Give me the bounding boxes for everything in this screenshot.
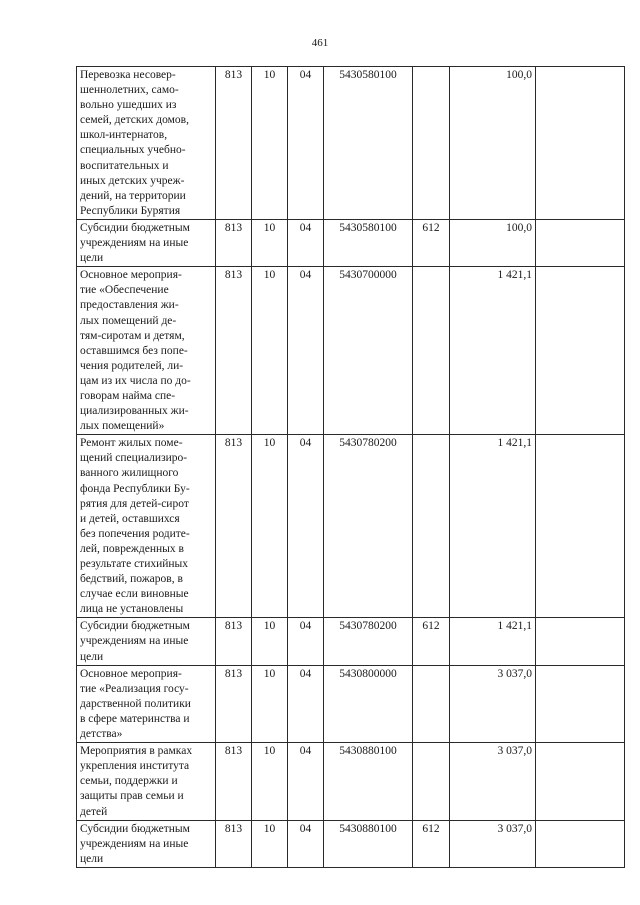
- subsection-code-cell: 04: [288, 67, 324, 220]
- row-name-line: и детей, оставшихся: [80, 512, 180, 525]
- table-row: [77, 618, 625, 665]
- section-code-cell: 10: [252, 618, 288, 665]
- row-name-cell: [77, 618, 216, 665]
- row-name-line: Субсидии бюджетным: [80, 822, 190, 835]
- row-name-line: лей, поврежденных в: [80, 542, 184, 555]
- amount-cell: 1 421,1: [450, 267, 536, 435]
- row-name-line: вольно ушедших из: [80, 99, 177, 112]
- subsection-code-cell: 04: [288, 743, 324, 820]
- amount-cell: 3 037,0: [450, 820, 536, 867]
- table-row: [77, 743, 625, 820]
- row-name-line: Субсидии бюджетным: [80, 620, 190, 633]
- section-code-cell: 10: [252, 219, 288, 266]
- expense-type-cell: [413, 267, 450, 435]
- ministry-code-cell: 813: [216, 67, 252, 220]
- row-name-line: семьи, поддержки и: [80, 775, 178, 788]
- row-name-line: воспитательных и: [80, 159, 169, 172]
- extra-cell: [536, 820, 625, 867]
- row-name-cell: [77, 435, 216, 618]
- extra-cell: [536, 67, 625, 220]
- amount-cell: 3 037,0: [450, 743, 536, 820]
- row-name-line: Республики Бурятия: [80, 204, 181, 217]
- row-name-line: детства»: [80, 728, 123, 741]
- row-name-line: щений специализиро-: [80, 452, 188, 465]
- table-row: [77, 665, 625, 742]
- extra-cell: [536, 665, 625, 742]
- ministry-code-cell: 813: [216, 267, 252, 435]
- target-article-cell: 5430780200: [324, 618, 413, 665]
- subsection-code-cell: 04: [288, 618, 324, 665]
- ministry-code-cell: 813: [216, 219, 252, 266]
- row-name-line: оставшимся без попе-: [80, 344, 188, 357]
- row-name-line: без попечения родите-: [80, 527, 190, 540]
- row-name-line: лых помещений де-: [80, 314, 177, 327]
- budget-table: [76, 66, 625, 868]
- expense-type-cell: 612: [413, 820, 450, 867]
- row-name-line: предоставления жи-: [80, 299, 179, 312]
- row-name-line: специальных учебно-: [80, 144, 186, 157]
- row-name-line: ванного жилищного: [80, 467, 179, 480]
- ministry-code-cell: 813: [216, 743, 252, 820]
- section-code-cell: 10: [252, 665, 288, 742]
- row-name-line: тие «Реализация госу-: [80, 682, 189, 695]
- amount-cell: 100,0: [450, 67, 536, 220]
- row-name-cell: [77, 820, 216, 867]
- target-article-cell: 5430880100: [324, 743, 413, 820]
- target-article-cell: 5430800000: [324, 665, 413, 742]
- subsection-code-cell: 04: [288, 820, 324, 867]
- row-name-cell: [77, 67, 216, 220]
- expense-type-cell: [413, 665, 450, 742]
- row-name-line: цам из их числа по до-: [80, 374, 191, 387]
- row-name-line: учреждениям на иные: [80, 635, 189, 648]
- row-name-line: учреждениям на иные: [80, 837, 189, 850]
- expense-type-cell: [413, 435, 450, 618]
- row-name-line: результате стихийных: [80, 558, 189, 570]
- row-name-line: Субсидии бюджетным: [80, 221, 190, 234]
- row-name-line: Основное мероприя-: [80, 269, 182, 282]
- row-name-line: цели: [80, 650, 104, 663]
- row-name-line: дений, на территории: [80, 189, 186, 202]
- row-name-cell: [77, 743, 216, 820]
- row-name-line: тие «Обеспечение: [80, 284, 169, 297]
- section-code-cell: 10: [252, 820, 288, 867]
- row-name-line: рятия для детей-сирот: [80, 497, 189, 510]
- table-row: [77, 435, 625, 618]
- ministry-code-cell: 813: [216, 665, 252, 742]
- section-code-cell: 10: [252, 267, 288, 435]
- row-name-line: иных детских учреж-: [80, 174, 185, 187]
- row-name-line: Мероприятия в рамках: [80, 745, 193, 758]
- subsection-code-cell: 04: [288, 435, 324, 618]
- row-name-line: лых помещений»: [80, 420, 165, 433]
- extra-cell: [536, 435, 625, 618]
- extra-cell: [536, 618, 625, 665]
- row-name-cell: [77, 267, 216, 435]
- row-name-line: шеннолетних, само-: [80, 84, 179, 97]
- row-name-line: Перевозка несовер-: [80, 69, 176, 81]
- target-article-cell: 5430780200: [324, 435, 413, 618]
- extra-cell: [536, 267, 625, 435]
- subsection-code-cell: 04: [288, 219, 324, 266]
- section-code-cell: 10: [252, 67, 288, 220]
- table-row: [77, 67, 625, 220]
- row-name-line: тям-сиротам и детям,: [80, 329, 185, 342]
- amount-cell: 1 421,1: [450, 435, 536, 618]
- row-name-line: чения родителей, ли-: [80, 359, 184, 372]
- row-name-line: фонда Республики Бу-: [80, 482, 190, 495]
- amount-cell: 100,0: [450, 219, 536, 266]
- target-article-cell: 5430700000: [324, 267, 413, 435]
- row-name-line: цели: [80, 252, 104, 265]
- extra-cell: [536, 743, 625, 820]
- row-name-line: дарственной политики: [80, 697, 191, 710]
- row-name-line: Ремонт жилых поме-: [80, 437, 183, 450]
- expense-type-cell: 612: [413, 618, 450, 665]
- table-body: [77, 67, 625, 868]
- ministry-code-cell: 813: [216, 435, 252, 618]
- amount-cell: 1 421,1: [450, 618, 536, 665]
- row-name-line: школ-интернатов,: [80, 129, 168, 142]
- row-name-line: детей: [80, 805, 108, 818]
- section-code-cell: 10: [252, 743, 288, 820]
- table-row: [77, 267, 625, 435]
- row-name-line: укрепления института: [80, 760, 190, 773]
- row-name-line: в сфере материнства и: [80, 712, 190, 725]
- row-name-line: учреждениям на иные: [80, 237, 189, 250]
- ministry-code-cell: 813: [216, 820, 252, 867]
- row-name-line: Основное мероприя-: [80, 667, 182, 680]
- subsection-code-cell: 04: [288, 665, 324, 742]
- expense-type-cell: 612: [413, 219, 450, 266]
- page-number: 461: [311, 37, 329, 49]
- row-name-cell: [77, 219, 216, 266]
- row-name-line: циализированных жи-: [80, 405, 189, 418]
- expense-type-cell: [413, 67, 450, 220]
- extra-cell: [536, 219, 625, 266]
- ministry-code-cell: 813: [216, 618, 252, 665]
- row-name-line: лица не установлены: [80, 603, 184, 616]
- row-name-line: случае если виновные: [80, 588, 189, 601]
- section-code-cell: 10: [252, 435, 288, 618]
- row-name-line: цели: [80, 852, 104, 865]
- table-row: [77, 219, 625, 266]
- row-name-line: говорам найма спе-: [80, 389, 176, 402]
- expense-type-cell: [413, 743, 450, 820]
- target-article-cell: 5430880100: [324, 820, 413, 867]
- row-name-cell: [77, 665, 216, 742]
- row-name-line: бедствий, пожаров, в: [80, 573, 183, 586]
- amount-cell: 3 037,0: [450, 665, 536, 742]
- subsection-code-cell: 04: [288, 267, 324, 435]
- target-article-cell: 5430580100: [324, 67, 413, 220]
- row-name-line: семей, детских домов,: [80, 114, 189, 127]
- table-row: [77, 820, 625, 867]
- target-article-cell: 5430580100: [324, 219, 413, 266]
- row-name-line: защиты прав семьи и: [80, 790, 184, 803]
